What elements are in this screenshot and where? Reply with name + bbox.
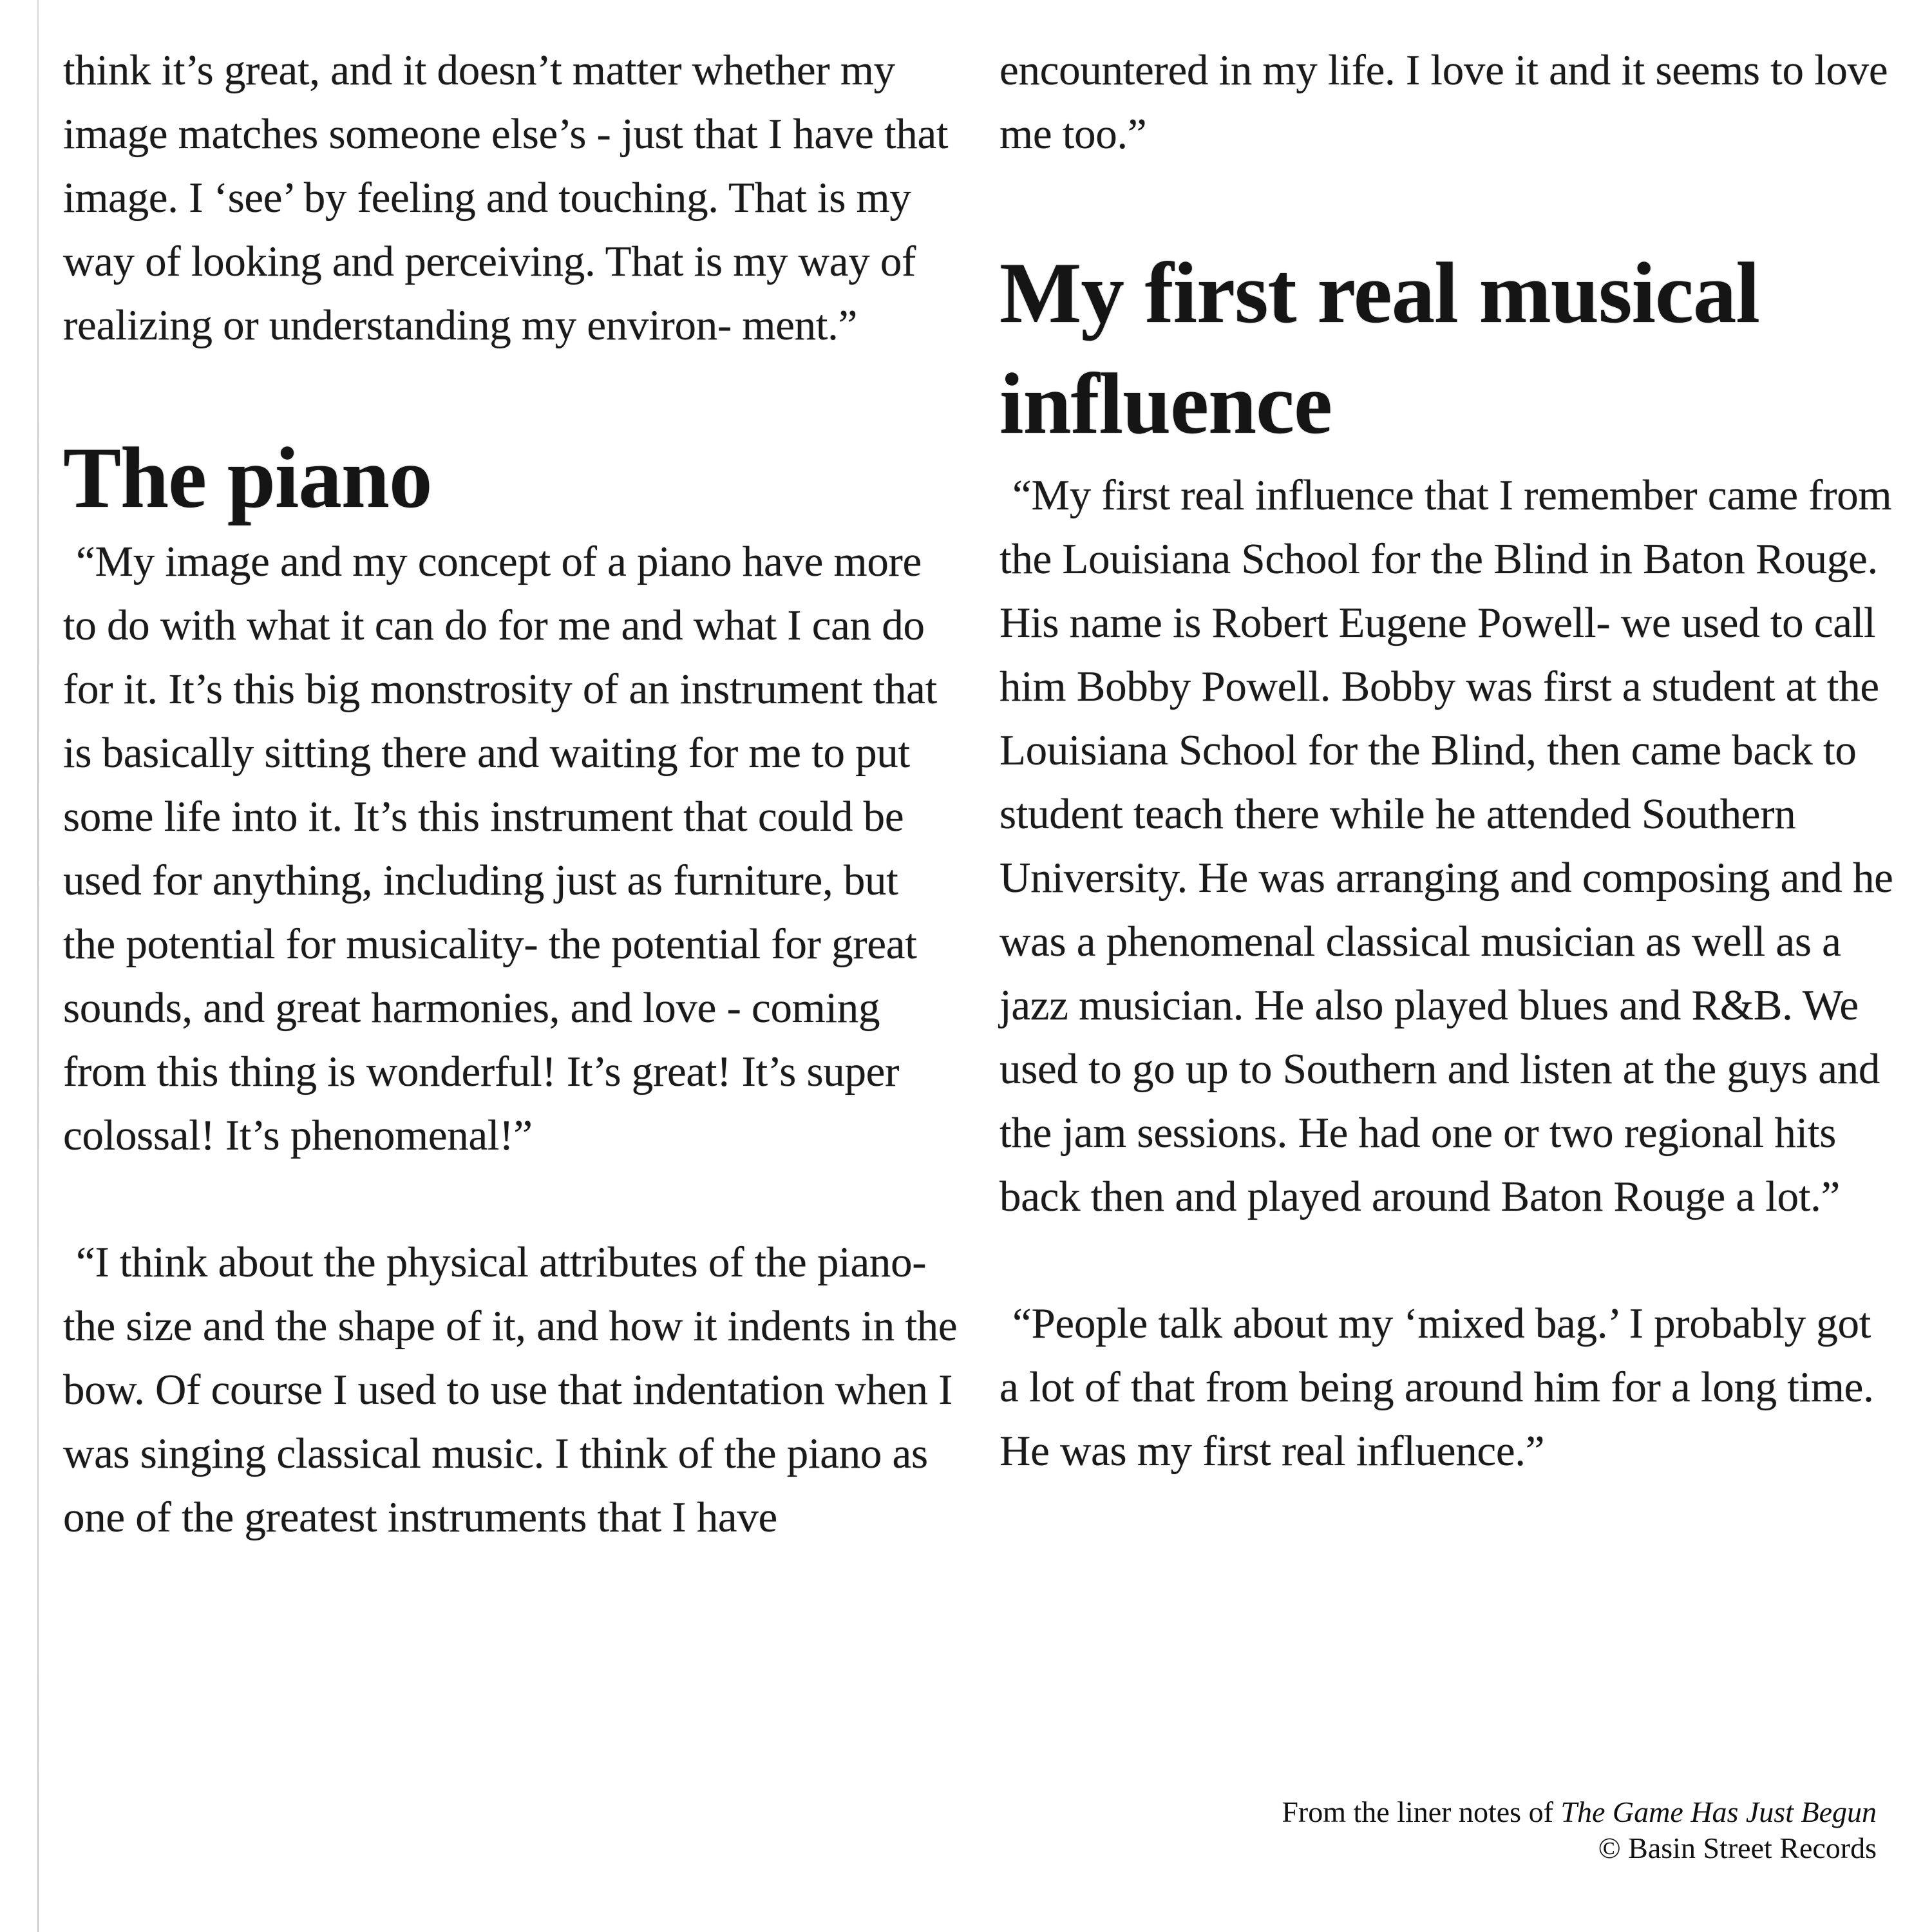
right-paragraph-2: “My first real influence that I remember came from the Louisiana School for the Blind in Baton Rouge. His name is Robert Eugene Powell- we used to call him Bobby Powell. Bobby was first a student at the Louisiana School for the Blind, then came back to student teach there while he attended Southern University. He was arranging and composing and he was a phenomenal classical musician as well as a jazz musician. He also played blues and R&B. We used to go up to Southern and listen at the guys and the jam sessions. He had one or two regional hits back then and played around Baton Rouge a lot.”	[999, 471, 1893, 1220]
credit-line	[1282, 1794, 1877, 1830]
left-paragraph-3: “I think about the physical attributes of the piano- the size and the shape of it, and how it indents in the bow. Of course I used to use that indentation when I was singing classical music. I think of the piano as one of the greatest instruments that I have	[63, 1238, 958, 1541]
copyright-line: © Basin Street Records	[1598, 1832, 1877, 1864]
heading-the-piano: The piano	[63, 430, 432, 526]
right-paragraph-3: “People talk about my ‘mixed bag.’ I probably got a lot of that from being around him for a long time. He was my first real influence.”	[999, 1300, 1874, 1475]
left-paragraph-1: think it’s great, and it doesn’t matter whether my image matches someone else’s - just that I have that image. I ‘see’ by feeling and touching. That is my way of looking and perceiving. That is my way of realizing or understanding my environ- ment.”	[63, 46, 949, 349]
album-title: The Game Has Just Begun	[1560, 1795, 1877, 1828]
credit-prefix: From the liner notes of	[1282, 1795, 1561, 1828]
heading-musical-influence: My first real musical influence	[999, 245, 1759, 452]
left-paragraph-2: “My image and my concept of a piano have more to do with what it can do for me and what I can do for it. It’s this big monstrosity of an instrument that is basically sitting there and waiting for me to put some life into it. It’s this instrument that could be used for anything, including just as furniture, but the potential for musicality- the potential for great sounds, and great harmonies, and love - coming from this thing is wonderful! It’s great! It’s super colossal! It’s phenomenal!”	[63, 538, 937, 1159]
scan-edge-line	[37, 0, 39, 1932]
liner-notes-credit	[1282, 1794, 1877, 1866]
right-paragraph-1: encountered in my life. I love it and it seems to love me too.”	[999, 46, 1888, 158]
right-column	[999, 39, 1895, 1483]
left-column	[63, 39, 958, 1549]
